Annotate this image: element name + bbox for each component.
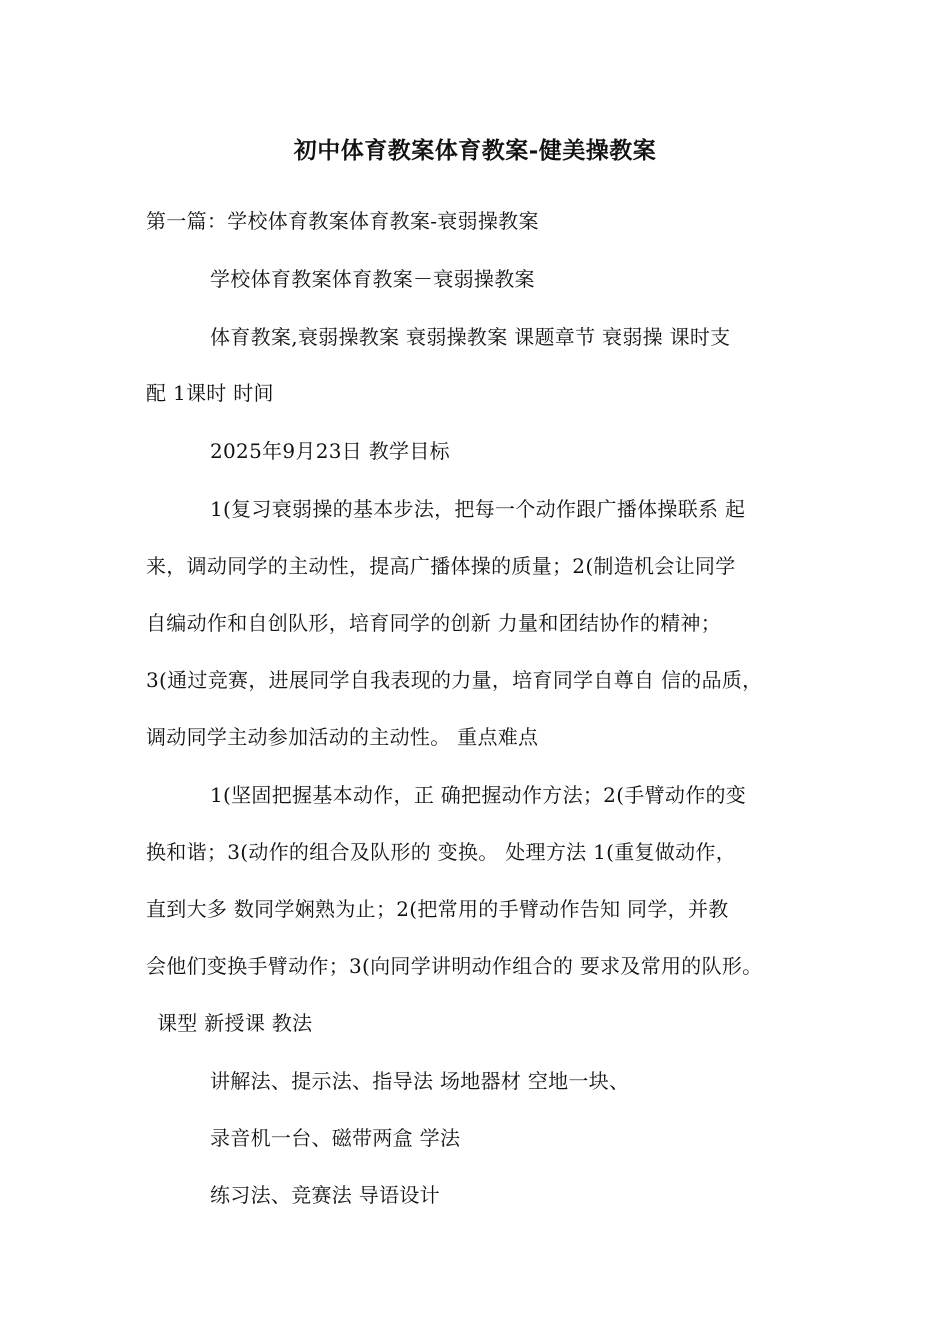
paragraph-line: 直到大多 数同学娴熟为止；2(把常用的手臂动作告知 同学，并教 — [146, 897, 729, 921]
paragraph-line: 课型 新授课 教法 — [157, 1011, 313, 1035]
paragraph-line: 调动同学主动参加活动的主动性。 重点难点 — [146, 725, 539, 749]
paragraph-line: 讲解法、提示法、指导法 场地器材 空地一块、 — [210, 1069, 630, 1093]
paragraph-line: 2025年9月23日 教学目标 — [210, 439, 450, 463]
paragraph-line: 录音机一台、磁带两盒 学法 — [210, 1126, 461, 1150]
subheading: 学校体育教案体育教案－衰弱操教案 — [210, 267, 535, 291]
paragraph-line: 3(通过竞赛，进展同学自我表现的力量，培育同学自尊自 信的品质， — [146, 668, 763, 692]
paragraph-line: 配 1课时 时间 — [146, 381, 274, 405]
document-title: 初中体育教案体育教案-健美操教案 — [293, 137, 657, 164]
paragraph-line: 体育教案,衰弱操教案 衰弱操教案 课题章节 衰弱操 课时支 — [210, 325, 731, 349]
paragraph-line: 换和谐；3(动作的组合及队形的 变换。 处理方法 1(重复做动作， — [146, 840, 737, 864]
paragraph-line: 会他们变换手臂动作；3(向同学讲明动作组合的 要求及常用的队形。 — [146, 954, 763, 978]
paragraph-line: 自编动作和自创队形，培育同学的创新 力量和团结协作的精神； — [146, 611, 722, 635]
section-heading: 第一篇：学校体育教案体育教案-衰弱操教案 — [146, 209, 539, 233]
paragraph-line: 练习法、竞赛法 导语设计 — [210, 1183, 440, 1207]
paragraph-line: 1(坚固把握基本动作，正 确把握动作方法；2(手臂动作的变 — [210, 783, 747, 807]
paragraph-line: 1(复习衰弱操的基本步法，把每一个动作跟广播体操联系 起 — [210, 497, 746, 521]
paragraph-line: 来，调动同学的主动性，提高广播体操的质量；2(制造机会让同学 — [146, 554, 736, 578]
